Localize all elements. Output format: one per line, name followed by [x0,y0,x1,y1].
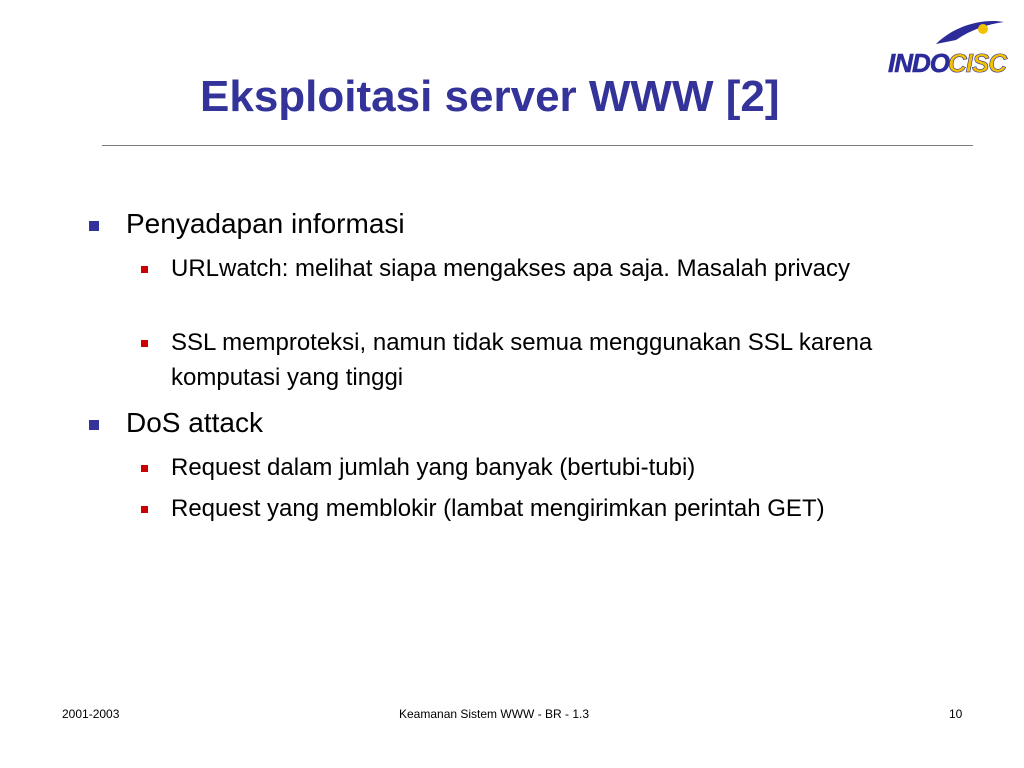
sub-bullet-item: Request dalam jumlah yang banyak (bertubi-tubi) [171,454,696,481]
bullet-marker [89,420,99,430]
bullet-item: DoS attack [126,407,263,438]
footer-page-number: 10 [949,707,963,721]
slide-title: Eksploitasi server WWW [2] [200,72,780,121]
bullet-marker [89,221,99,231]
sub-bullet-item: URLwatch: melihat siapa mengakses apa saja. Masalah privacy [171,255,850,282]
footer-date: 2001-2003 [62,707,120,721]
sub-bullet-marker [141,506,148,513]
sub-bullet-marker [141,465,148,472]
logo-text-left: INDO [888,48,949,78]
sub-bullet-item: SSL memproteksi, namun tidak semua menggunakan SSL karena komputasi yang tinggi [171,329,873,391]
sub-bullet-item: Request yang memblokir (lambat mengirimkan perintah GET) [171,495,825,522]
footer-title: Keamanan Sistem WWW - BR - 1.3 [399,707,590,721]
sub-bullet-marker [141,266,148,273]
sub-bullet-marker [141,340,148,347]
logo-text-right: CISC [948,48,1007,78]
bullet-item: Penyadapan informasi [126,208,405,239]
